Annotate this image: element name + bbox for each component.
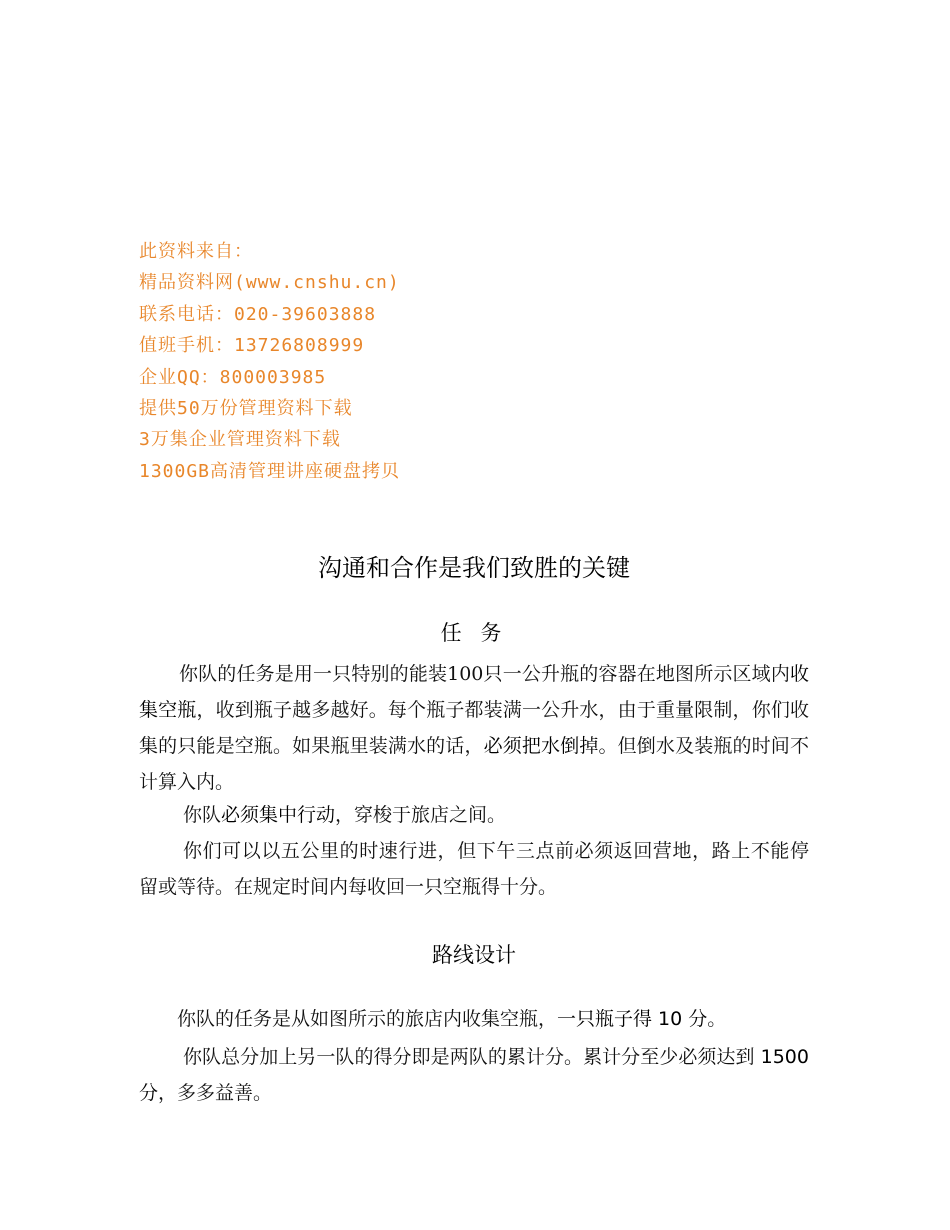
text-run: ，收到瓶子越多越好。每个瓶子都装满一公升水，由于重量限制，你们收集的只能是空瓶。如果瓶里装满水的话， <box>139 699 809 757</box>
emphasis-ten-points: 一只瓶子得 10 分 <box>557 1008 708 1030</box>
emphasis-must-act-together: 必须集中行动 <box>221 804 336 826</box>
text-run: 你队 <box>183 804 222 826</box>
source-website-line: 精品资料网(www.cnshu.cn) <box>139 272 400 294</box>
text-run: ，穿梭于旅店之间。 <box>335 804 507 826</box>
text-run: 你队的任务是从如图所示的旅店内收集空瓶， <box>177 1008 558 1030</box>
source-info-line: 此资料来自： <box>139 241 253 262</box>
text-run: 。但倒水及装瓶的时间不计算入内。 <box>139 735 809 793</box>
route-design-heading: 路线设计 <box>432 943 516 967</box>
text-run: ，多多益善。 <box>158 1082 273 1104</box>
text-run: 你队的任务是用一只特别的能装100只一公升瓶的容器在地图所示区域内 <box>179 663 790 685</box>
route-paragraph-1 <box>139 1001 809 1037</box>
emphasis-collect-empty-bottles: 收集空瓶 <box>139 663 809 721</box>
emphasis-must-pour-water: 必须把水倒掉 <box>483 735 599 757</box>
contact-phone-line: 联系电话：020-39603888 <box>139 303 377 325</box>
qq-line: 企业QQ：800003985 <box>139 366 327 388</box>
task-paragraph-1 <box>139 656 809 800</box>
emphasis-1500-points: 1500 分 <box>139 1046 809 1104</box>
task-heading: 任 务 <box>440 621 508 645</box>
promo-line-2: 3万集企业管理资料下载 <box>139 429 341 451</box>
promo-line-1: 提供50万份管理资料下载 <box>139 397 353 419</box>
document-title: 沟通和合作是我们致胜的关键 <box>318 554 630 582</box>
source-info-block <box>139 236 400 487</box>
promo-line-3: 1300GB高清管理讲座硬盘拷贝 <box>139 460 401 482</box>
task-paragraph-2 <box>139 797 809 833</box>
mobile-phone-line: 值班手机：13726808999 <box>139 335 365 357</box>
text-run: 你队总分加上另一队的得分即是两队的累计分。累计分至少必须达到 <box>183 1046 755 1068</box>
task-paragraph-3: 你们可以以五公里的时速行进，但下午三点前必须返回营地，路上不能停留或等待。在规定时间内每收回一只空瓶得十分。 <box>139 840 809 898</box>
text-run: 。 <box>707 1008 727 1030</box>
route-paragraph-2 <box>139 1039 809 1111</box>
